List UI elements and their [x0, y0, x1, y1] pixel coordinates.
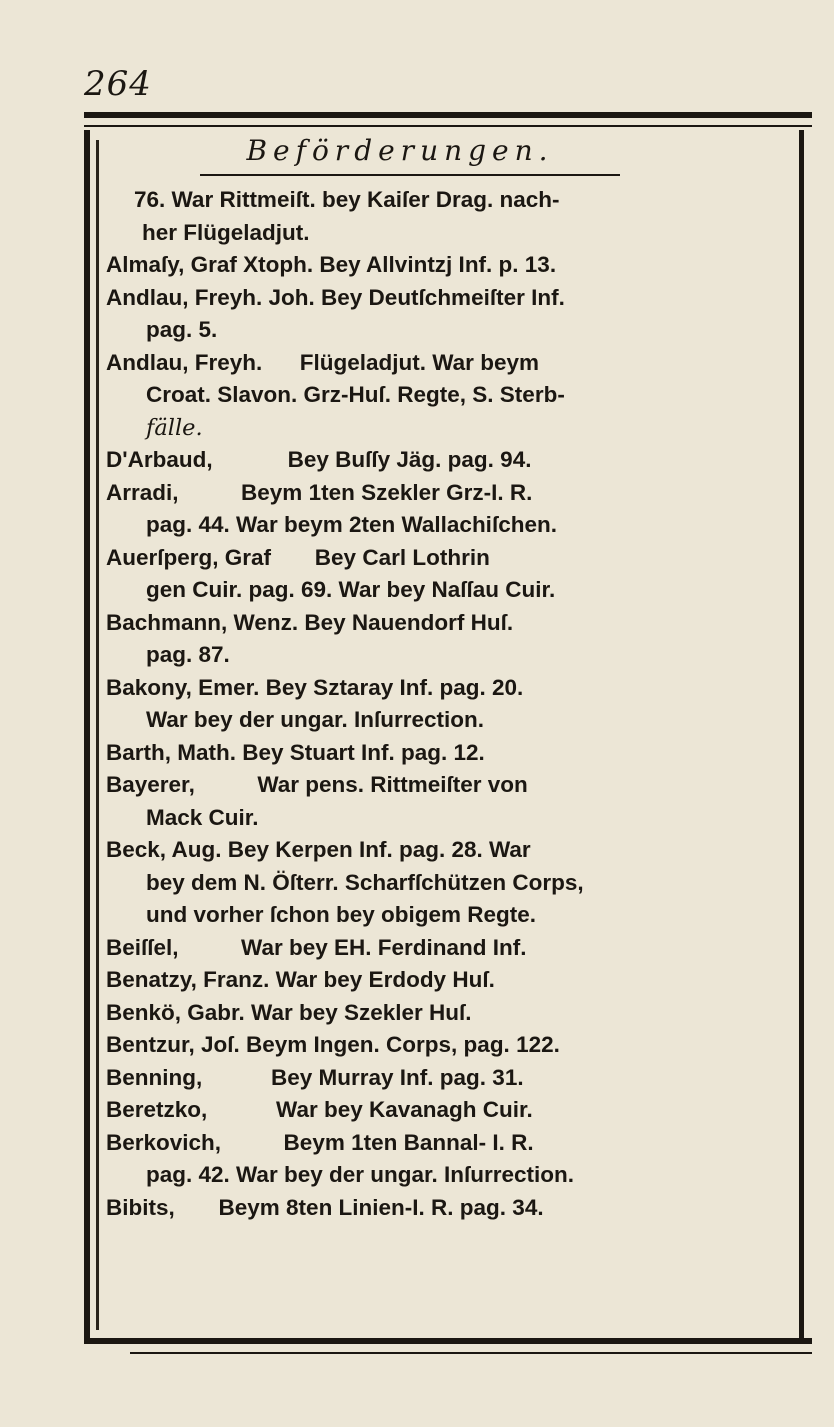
entry-line: Bayerer, War pens. Rittmeiſter von — [106, 772, 528, 797]
entry — [106, 997, 802, 1030]
entry-line: Bentzur, Joſ. Beym Ingen. Corps, pag. 122. — [106, 1032, 560, 1057]
entry-line: Bachmann, Wenz. Bey Nauendorf Huſ. — [106, 609, 514, 635]
entry — [106, 932, 802, 965]
entry — [106, 347, 802, 445]
entry-line: Auerſperg, Graf Bey Carl Lothrin — [106, 544, 490, 570]
entry-line: pag. 44. War beym 2ten Wallachiſchen. — [146, 512, 557, 537]
entry-line: Andlau, Freyh. Flügeladjut. War beym — [106, 349, 539, 375]
entry-line: und vorher ſchon bey obigem Regte. — [146, 902, 537, 927]
entry-line: Bibits, Beym 8ten Linien-I. R. pag. 34. — [106, 1194, 544, 1220]
entry — [106, 1062, 802, 1095]
entry-line: pag. 42. War bey der ungar. Inſurrection. — [146, 1162, 575, 1187]
entry — [106, 184, 802, 249]
entry-line: pag. 5. — [146, 317, 218, 342]
entry-line: Benatzy, Franz. War bey Erdody Huſ. — [106, 967, 495, 992]
entry-line: Beretzko, War bey Kavanagh Cuir. — [106, 1097, 533, 1122]
entry — [106, 1029, 802, 1062]
entry — [106, 249, 802, 282]
entry — [106, 477, 802, 542]
entry — [106, 282, 802, 347]
entry-line: pag. 87. — [146, 642, 230, 667]
bottom-rule — [84, 1338, 812, 1344]
entry — [106, 834, 802, 932]
entry — [106, 542, 802, 607]
entry — [106, 1192, 802, 1225]
entry-line: gen Cuir. pag. 69. War bey Naſſau Cuir. — [146, 577, 556, 602]
bottom-rule-thin — [130, 1352, 812, 1354]
entry-line: her Flügeladjut. — [142, 219, 310, 245]
entry-line: Bakony, Emer. Bey Sztaray Inf. pag. 20. — [106, 674, 524, 700]
entry-line: D'Arbaud, Bey Buſſy Jäg. pag. 94. — [106, 447, 532, 472]
entry-line: bey dem N. Öſterr. Scharfſchützen Corps, — [146, 869, 584, 895]
entry-line: Andlau, Freyh. Joh. Bey Deutſchmeiſter Inf. — [106, 284, 565, 310]
heading-rule — [200, 174, 620, 176]
entry — [106, 737, 802, 770]
entry-line: Croat. Slavon. Grz-Huſ. Regte, S. Sterb- — [146, 382, 565, 407]
page-number: 264 — [84, 64, 152, 104]
entry — [106, 769, 802, 834]
entry-line: Beiſſel, War bey EH. Ferdinand Inf. — [106, 934, 527, 960]
entry-line: Berkovich, Beym 1ten Bannal- I. R. — [106, 1129, 534, 1155]
entry-line: Benning, Bey Murray Inf. pag. 31. — [106, 1064, 524, 1090]
entry — [106, 672, 802, 737]
entry-line: Mack Cuir. — [146, 804, 259, 830]
entry-line: Arradi, Beym 1ten Szekler Grz-I. R. — [106, 479, 533, 505]
entry-line: Almaſy, Graf Xtoph. Bey Allvintzj Inf. p. 13. — [106, 252, 557, 277]
entry-line: Barth, Math. Bey Stuart Inf. pag. 12. — [106, 739, 485, 765]
entry-line: War bey der ungar. Inſurrection. — [146, 707, 484, 732]
top-rule — [84, 112, 812, 118]
entry — [106, 964, 802, 997]
entry-list — [106, 184, 802, 1224]
entry-line: 76. War Rittmeiſt. bey Kaiſer Drag. nach- — [134, 187, 560, 212]
frame-inner-line — [96, 140, 99, 1330]
entry — [106, 1094, 802, 1127]
entry-line: Benkö, Gabr. War bey Szekler Huſ. — [106, 999, 472, 1025]
entry-line: fälle. — [146, 414, 203, 441]
entry-line: Beck, Aug. Bey Kerpen Inf. pag. 28. War — [106, 837, 531, 862]
entry — [106, 607, 802, 672]
top-rule-thin — [84, 125, 812, 127]
section-heading: Beförderungen. — [246, 134, 554, 167]
entry — [106, 444, 802, 477]
entry — [106, 1127, 802, 1192]
